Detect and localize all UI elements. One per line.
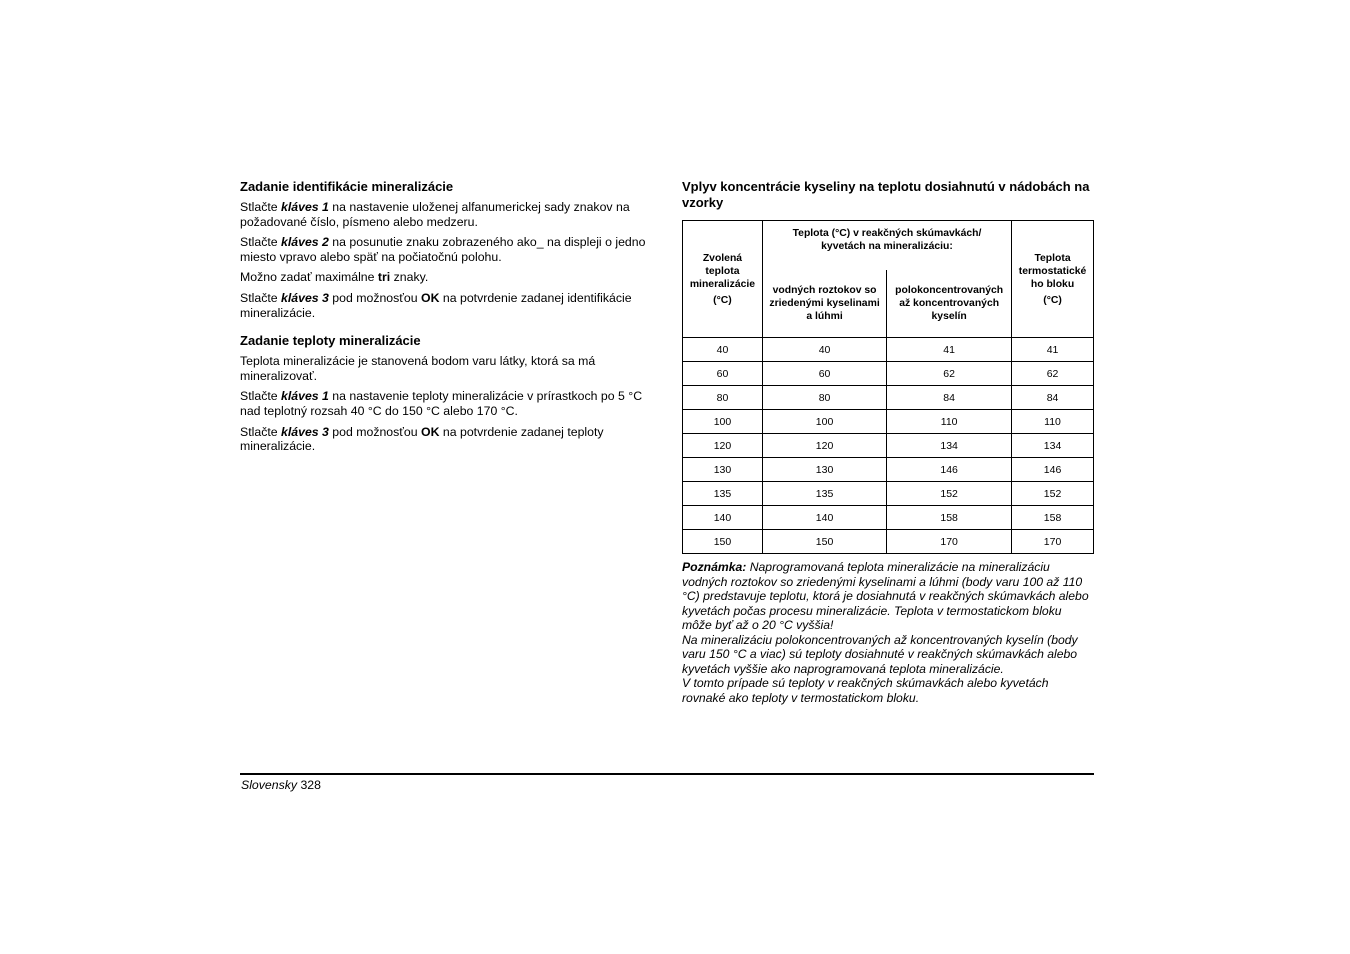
- key-label: kláves 3: [281, 290, 329, 305]
- ok-label: OK: [421, 424, 440, 439]
- text: na nastavenie uloženej alfanumerickej sady znakov na požadované číslo, písmeno alebo medzeru.: [240, 200, 630, 229]
- section-heading-temperature: Zadanie teploty mineralizácie: [240, 333, 421, 349]
- paragraph-temp-intro: Teplota mineralizácie je stanovená bodom varu látky, ktorá sa má mineralizovať.: [240, 354, 596, 383]
- table-cell: 158: [887, 506, 1012, 530]
- emphasis: tri: [377, 270, 391, 285]
- text: Stlačte: [240, 200, 282, 214]
- paragraph-key3: [240, 291, 655, 320]
- text: pod možnosťou: [328, 424, 422, 439]
- header-group-tube-temp: [762, 221, 1011, 271]
- header-selected-temp: [683, 221, 763, 338]
- table-row: [683, 530, 1094, 554]
- table-cell: 150: [683, 530, 763, 554]
- table-cell: 80: [762, 386, 886, 410]
- table-cell: 146: [1012, 458, 1094, 482]
- header-text: polokoncentrovaných až koncentrovaných kyselín: [895, 285, 1004, 322]
- text: Stlačte: [240, 290, 282, 305]
- paragraph-key2: [240, 235, 655, 264]
- table-body: [683, 338, 1094, 554]
- note-text: Naprogramovaná teplota mineralizácie na mineralizáciu vodných roztokov so zriedenými kyselinami a lúhmi (body varu 100 až 110 °C) predstavuje teplotu, ktorá je dosiahnutá v reakčných skúmavkách alebo kyvetách počas procesu mineralizácie. Teplota v termostatickom bloku môže byť až o 20 °C vyššia!: [682, 560, 1089, 632]
- table-row: [683, 338, 1094, 362]
- paragraph-temp-key3: [240, 425, 655, 454]
- footer-divider: [240, 773, 1094, 775]
- table-cell: 62: [1012, 362, 1094, 386]
- table-row: [683, 458, 1094, 482]
- right-column: [682, 179, 1094, 705]
- table-cell: 110: [887, 410, 1012, 434]
- table-cell: 40: [683, 338, 763, 362]
- header-text: vodných roztokov so zriedenými kyselinami a lúhmi: [769, 285, 880, 322]
- note: [682, 560, 1094, 705]
- header-aqueous: [762, 270, 886, 338]
- table-cell: 84: [887, 386, 1012, 410]
- text: Stlačte: [240, 424, 282, 439]
- table-cell: 130: [683, 458, 763, 482]
- table-cell: 135: [762, 482, 886, 506]
- header-text: Zvolená teplota mineralizácie: [689, 252, 756, 290]
- key-label: kláves 1: [281, 389, 329, 404]
- footer-language: Slovensky: [241, 778, 298, 792]
- paragraph-temp-key1: [240, 389, 655, 418]
- table-cell: 135: [683, 482, 763, 506]
- table-cell: 80: [683, 386, 763, 410]
- table-heading: Vplyv koncentrácie kyseliny na teplotu dosiahnutú v nádobách na vzorky: [682, 179, 1090, 210]
- key-label: kláves 2: [281, 235, 329, 250]
- text: na posunutie znaku zobrazeného ako_ na displeji o jedno miesto vpravo alebo späť na počiatočnú polohu.: [240, 235, 646, 264]
- text: na potvrdenie zadanej identifikácie mineralizácie.: [240, 290, 632, 320]
- table-cell: 120: [762, 434, 886, 458]
- table-cell: 152: [887, 482, 1012, 506]
- paragraph-key1: [240, 200, 655, 229]
- table-row: [683, 506, 1094, 530]
- table-cell: 60: [762, 362, 886, 386]
- table-cell: 150: [762, 530, 886, 554]
- table-row: [683, 386, 1094, 410]
- footer: [241, 778, 321, 792]
- table-cell: 146: [887, 458, 1012, 482]
- note-text: V tomto prípade sú teploty v reakčných skúmavkách alebo kyvetách rovnaké ako teploty v termostatickom bloku.: [682, 676, 1049, 705]
- temperature-table: [682, 220, 1094, 554]
- left-column: [240, 179, 655, 460]
- section-heading-identification: Zadanie identifikácie mineralizácie: [240, 179, 454, 194]
- table-cell: 120: [683, 434, 763, 458]
- table-row: [683, 482, 1094, 506]
- text: Stlačte: [240, 389, 282, 404]
- header-text: Teplota termostatické ho bloku: [1018, 252, 1087, 290]
- note-text: Na mineralizáciu polokoncentrovaných až koncentrovaných kyselín (body varu 150 °C a viac) sú teploty dosiahnuté v reakčných skúmavkách alebo kyvetách vyššie ako naprogramovaná teplota mineralizácie.: [682, 632, 1078, 676]
- key-label: kláves 3: [281, 424, 329, 439]
- table-cell: 134: [1012, 434, 1094, 458]
- table-cell: 41: [887, 338, 1012, 362]
- header-concentrated: [887, 270, 1012, 338]
- text: znaky.: [390, 270, 429, 285]
- header-unit: (°C): [1043, 294, 1062, 306]
- table-cell: 60: [683, 362, 763, 386]
- table-cell: 158: [1012, 506, 1094, 530]
- text: Stlačte: [240, 235, 282, 250]
- table-cell: 100: [762, 410, 886, 434]
- table-cell: 152: [1012, 482, 1094, 506]
- table-cell: 130: [762, 458, 886, 482]
- table-cell: 100: [683, 410, 763, 434]
- table-cell: 84: [1012, 386, 1094, 410]
- ok-label: OK: [421, 290, 440, 305]
- header-unit: (°C): [713, 294, 732, 306]
- table-cell: 40: [762, 338, 886, 362]
- text: na potvrdenie zadanej teploty mineralizácie.: [240, 424, 604, 454]
- text: na nastavenie teploty mineralizácie v prírastkoch po 5 °C nad teplotný rozsah 40 °C do 150 °C alebo 170 °C.: [240, 389, 643, 418]
- table-cell: 41: [1012, 338, 1094, 362]
- note-label: Poznámka:: [682, 560, 747, 574]
- table-cell: 134: [887, 434, 1012, 458]
- header-block-temp: [1012, 221, 1094, 338]
- table-cell: 170: [1012, 530, 1094, 554]
- table-cell: 62: [887, 362, 1012, 386]
- table-row: [683, 410, 1094, 434]
- header-text: Teplota (°C) v reakčných skúmavkách/ kyvetách na mineralizáciu:: [792, 228, 982, 252]
- table-cell: 170: [887, 530, 1012, 554]
- text: Možno zadať maximálne: [240, 270, 378, 285]
- paragraph-max-chars: [240, 270, 655, 285]
- table-cell: 140: [762, 506, 886, 530]
- text: pod možnosťou: [328, 290, 422, 305]
- page-number: 328: [297, 778, 321, 792]
- table-row: [683, 362, 1094, 386]
- table-row: [683, 434, 1094, 458]
- key-label: kláves 1: [281, 200, 329, 214]
- table-cell: 140: [683, 506, 763, 530]
- table-cell: 110: [1012, 410, 1094, 434]
